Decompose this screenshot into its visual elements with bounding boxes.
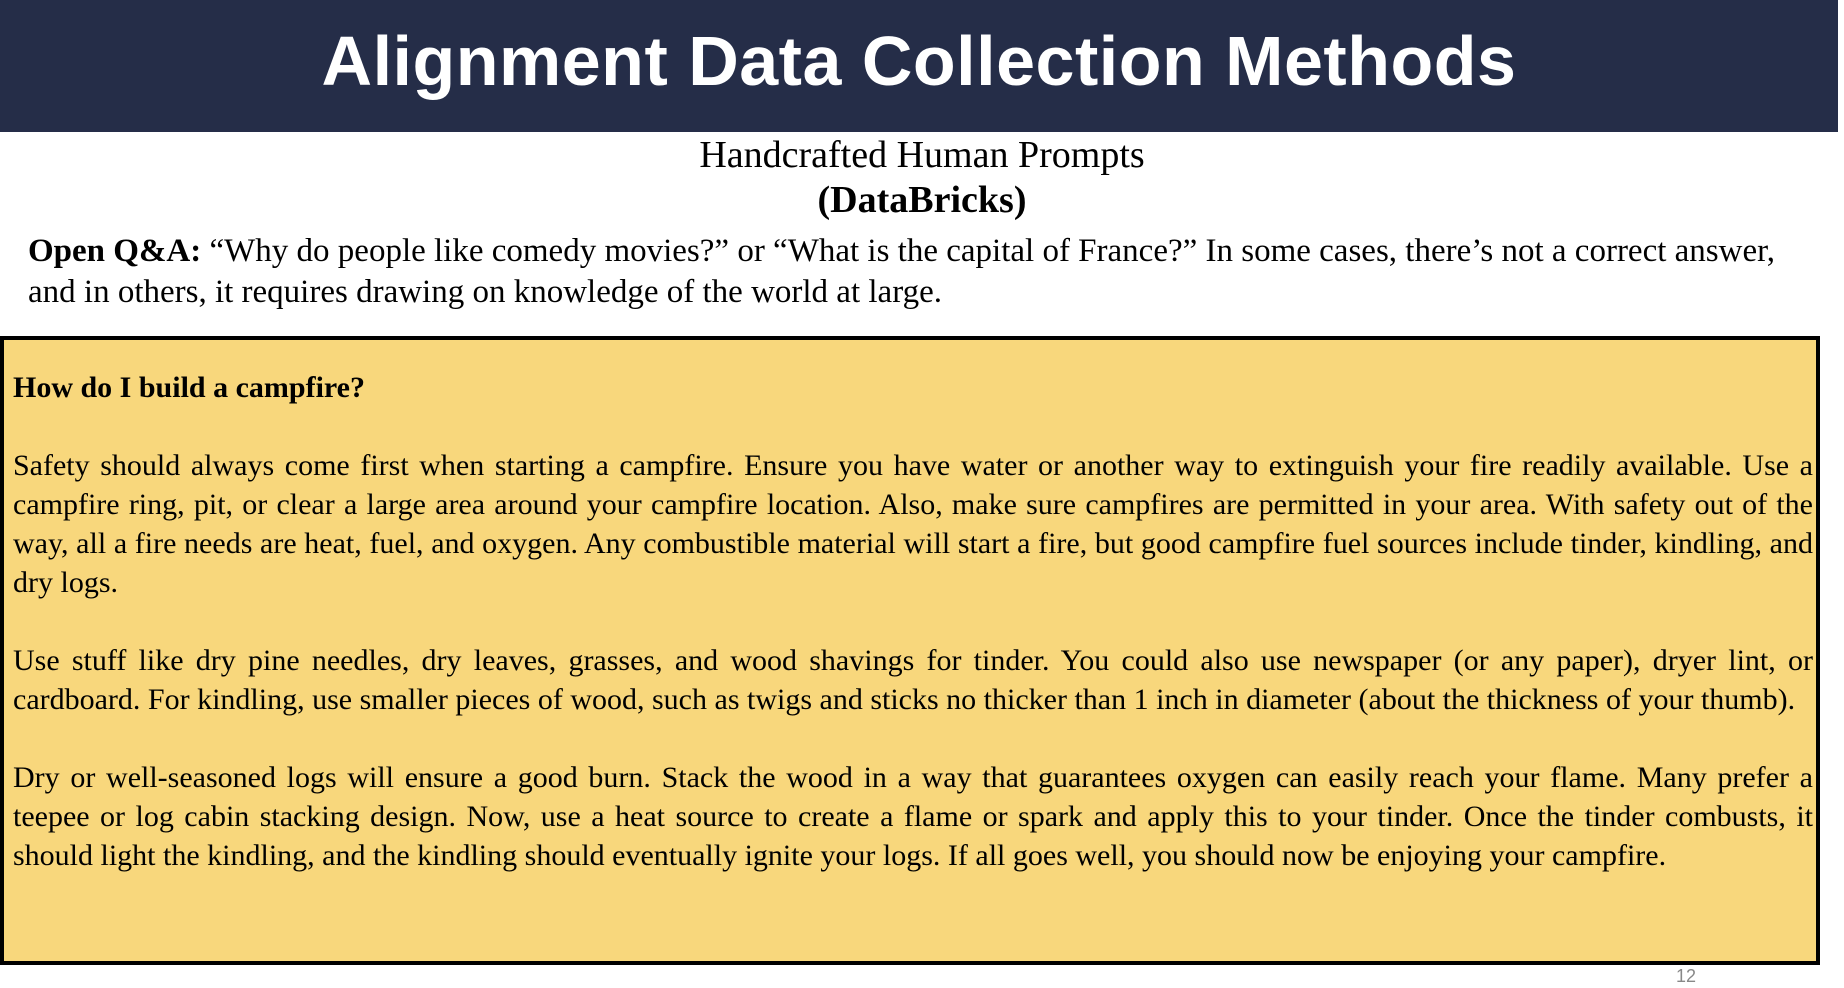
example-paragraph-2: Use stuff like dry pine needles, dry leaves, grasses, and wood shavings for tinder. You could also use newspaper (or any paper), dryer lint, or cardboard. For kindling, use smaller pieces of wood, such as twigs and sticks no thicker than 1 inch in diameter (about the thickness of your thumb). <box>13 644 1813 716</box>
example-paragraph-1: Safety should always come first when starting a campfire. Ensure you have water or another way to extinguish your fire readily available. Use a campfire ring, pit, or clear a large area around your campfire location. Also, make sure campfires are permitted in your area. With safety out of the way, all a fire needs are heat, fuel, and oxygen. Any combustible material will start a fire, but good campfire fuel sources include tinder, kindling, and dry logs. <box>13 449 1813 599</box>
subtitle: Handcrafted Human Prompts <box>699 134 1145 176</box>
title-bar <box>0 0 1838 132</box>
example-content <box>13 368 1813 875</box>
page-number: 12 <box>1676 966 1697 986</box>
source-label: (DataBricks) <box>817 179 1027 221</box>
example-card <box>0 336 1820 965</box>
slide-title: Alignment Data Collection Methods <box>321 22 1517 100</box>
example-paragraph-3: Dry or well-seasoned logs will ensure a good burn. Stack the wood in a way that guarantees oxygen can easily reach your flame. Many prefer a teepee or log cabin stacking design. Now, use a heat source to create a flame or spark and apply this to your tinder. Once the tinder combusts, it should light the kindling, and the kindling should eventually ignite your logs. If all goes well, you should now be enjoying your campfire. <box>13 761 1813 872</box>
example-question: How do I build a campfire? <box>13 371 365 404</box>
intro-text: “Why do people like comedy movies?” or “What is the capital of France?” In some cases, there’s not a correct answer, and in others, it requires drawing on knowledge of the world at large. <box>28 233 1776 310</box>
intro-paragraph <box>28 231 1828 313</box>
intro-lead: Open Q&A: <box>28 233 202 269</box>
